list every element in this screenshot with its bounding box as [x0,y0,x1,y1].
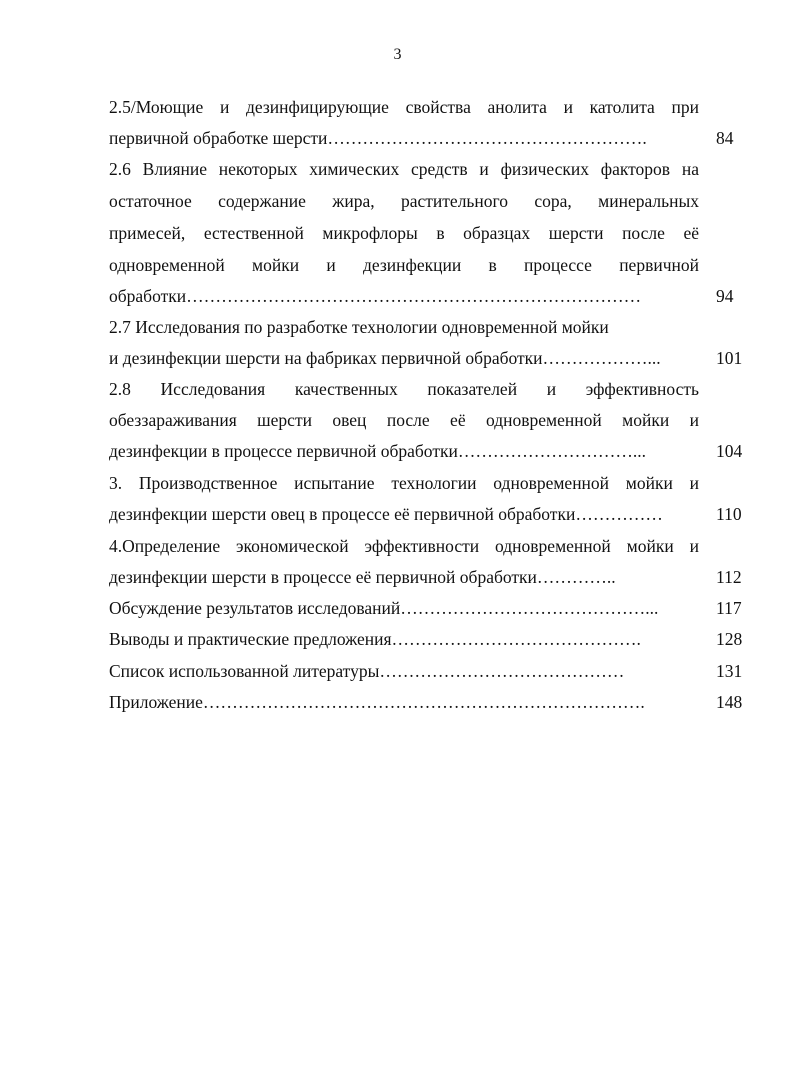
toc-entry-appendix-page: 148 [716,692,743,712]
toc-entry-4-line-1: 4.Определение экономической эффективности одновременной мойки и [109,536,699,556]
toc-entry-4-page: 112 [716,567,742,587]
toc-entry-2-6-line-5: обработки…………………………………………………………………… [109,286,642,306]
toc-entry-discussion-page: 117 [716,598,742,618]
toc-entry-4-line-2: дезинфекции шерсти в процессе её первичной обработки………….. [109,567,616,587]
toc-entry-2-6-line-4: одновременной мойки и дезинфекции в процессе первичной [109,255,699,275]
toc-entry-conclusions: Выводы и практические предложения……………………………………. [109,629,641,649]
toc-entry-appendix: Приложение…………………………………………………………………. [109,692,645,712]
toc-entry-2-5-line-1: 2.5/Моющие и дезинфицирующие свойства анолита и католита при [109,97,699,117]
toc-entry-2-8-line-2: обеззараживания шерсти овец после её одновременной мойки и [109,410,699,430]
page-number: 3 [393,46,402,63]
toc-entry-2-7-line-1: 2.7 Исследования по разработке технологии одновременной мойки [109,317,609,337]
toc-entry-discussion: Обсуждение результатов исследований……………………………………... [109,598,659,618]
toc-entry-3-line-1: 3. Производственное испытание технологии одновременной мойки и [109,473,699,493]
toc-entry-2-6-page: 94 [716,286,734,306]
toc-entry-references-page: 131 [716,661,743,681]
toc-entry-2-7-page: 101 [716,348,743,368]
toc-entry-2-7-line-2: и дезинфекции шерсти на фабриках первичной обработки………………... [109,348,661,368]
toc-entry-2-8-page: 104 [716,441,743,461]
toc-entry-2-6-line-3: примесей, естественной микрофлоры в образцах шерсти после её [109,223,699,243]
toc-entry-2-6-line-2: остаточное содержание жира, растительного сора, минеральных [109,191,699,211]
toc-entry-2-8-line-1: 2.8 Исследования качественных показателей и эффективность [109,379,699,399]
toc-entry-3-line-2: дезинфекции шерсти овец в процессе её первичной обработки…………… [109,504,663,524]
toc-entry-3-page: 110 [716,504,742,524]
toc-entry-references: Список использованной литературы…………………………………… [109,661,625,681]
toc-entry-2-6-line-1: 2.6 Влияние некоторых химических средств и физических факторов на [109,159,699,179]
toc-entry-2-5-page: 84 [716,128,734,148]
toc-entry-2-5-line-2: первичной обработке шерсти………………………………………………. [109,128,647,148]
toc-entry-conclusions-page: 128 [716,629,743,649]
toc-entry-2-8-line-3: дезинфекции в процессе первичной обработки…………………………... [109,441,646,461]
